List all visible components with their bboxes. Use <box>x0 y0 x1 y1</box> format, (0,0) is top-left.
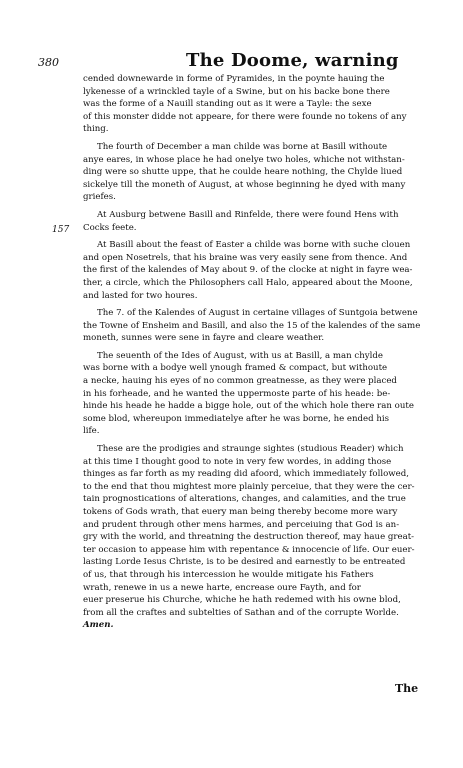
text-line: from all the craftes and subtelties of Sathan and of the corrupte Worlde. <box>83 607 399 618</box>
text-line: tokens of Gods wrath, that euery man being thereby become more wary <box>83 507 398 517</box>
closing-amen: Amen. <box>83 620 114 631</box>
text-line: anye eares, in whose place he had onelye two holes, whiche not withstan- <box>83 154 405 165</box>
text-line: was borne with a bodye well ynough framed & compact, but withoute <box>83 363 388 374</box>
text-line: the first of the kalendes of May about 9. of the clocke at night in fayre wea- <box>83 265 413 276</box>
text-line: and open Nosetrels, that his braine was very easily sene from thence. And <box>83 252 408 263</box>
text-line: moneth, sunnes were sene in fayre and cleare weather. <box>83 333 325 344</box>
text-line: hinde his heade he hadde a bigge hole, out of the which hole there ran oute <box>83 401 414 412</box>
text-line: cended downewarde in forme of Pyramides, in the poynte hauing the <box>83 74 385 84</box>
text-line: tain prognostications of alterations, changes, and calamities, and the true <box>83 494 406 505</box>
text-line: lasting Lorde Iesus Christe, is to be desired and earnestly to be entreated <box>83 557 406 568</box>
text-line: Cocks feete. <box>83 222 137 233</box>
text-line: the Towne of Ensheim and Basill, and also the 15 of the kalendes of the same <box>83 320 421 331</box>
text-line: At Ausburg betwene Basill and Rinfelde, there were found Hens with <box>97 209 399 220</box>
page-number: 380 <box>38 56 59 69</box>
margin-date: 157 <box>52 225 70 235</box>
text-line: some blod, whereupon immediatelye after he was borne, he ended his <box>83 413 390 424</box>
text-line: of us, that through his intercession he woulde mitigate his Fathers <box>83 569 374 580</box>
catchword: The <box>395 682 419 695</box>
text-line: of this monster didde not appeare, for there were founde no tokens of any <box>83 111 407 122</box>
text-line: The fourth of December a man childe was borne at Basill withoute <box>97 141 388 152</box>
text-line: griefes. <box>83 192 116 203</box>
text-line: a necke, hauing his eyes of no common greatnesse, as they were placed <box>83 376 397 387</box>
text-line: These are the prodigies and straunge sightes (studious Reader) which <box>97 444 404 455</box>
text-line: was the forme of a Nauill standing out as it were a Tayle: the sexe <box>83 99 372 110</box>
text-line: The 7. of the Kalendes of August in certaine villages of Suntgoia betwene <box>97 308 418 319</box>
text-line: ther, a circle, which the Philosophers call Halo, appeared about the Moone, <box>83 277 413 288</box>
text-line: wrath, renewe in us a newe harte, encrease oure Fayth, and for <box>83 582 361 593</box>
text-line: at this time I thought good to note in very few wordes, in adding those <box>83 456 392 467</box>
body-text <box>83 73 431 632</box>
text-line: and lasted for two houres. <box>83 290 198 301</box>
text-line: and prudent through other mens harmes, and perceiuing that God is an- <box>83 519 400 530</box>
text-line: ding were so shutte uppe, that he coulde heare nothing, the Chylde liued <box>83 167 403 178</box>
text-line: life. <box>83 426 100 437</box>
text-line: euer preserue his Churche, whiche he hath redemed with his owne blod, <box>83 595 401 606</box>
text-line: to the end that thou mightest more plainly perceiue, that they were the cer- <box>83 481 415 492</box>
text-line: The seuenth of the Ides of August, with us at Basill, a man chylde <box>97 350 383 361</box>
text-line: sickelye till the moneth of August, at whose beginning he dyed with many <box>83 179 406 190</box>
text-line: thing. <box>83 124 109 135</box>
text-line: in his forheade, and he wanted the uppermoste parte of his heade: be- <box>83 388 391 399</box>
text-line: thinges as far forth as my reading did afoord, which immediately followed, <box>83 469 409 480</box>
text-line: At Basill about the feast of Easter a childe was borne with suche clouen <box>97 240 411 251</box>
text-line: gry with the world, and threatning the destruction thereof, may haue great- <box>83 532 415 543</box>
text-line: lykenesse of a wrinckled tayle of a Swine, but on his backe bone there <box>83 86 390 97</box>
text-line: ter occasion to appease him with repentance & innocencie of life. Our euer- <box>83 544 415 555</box>
running-head: The Doome, warning <box>186 50 399 71</box>
